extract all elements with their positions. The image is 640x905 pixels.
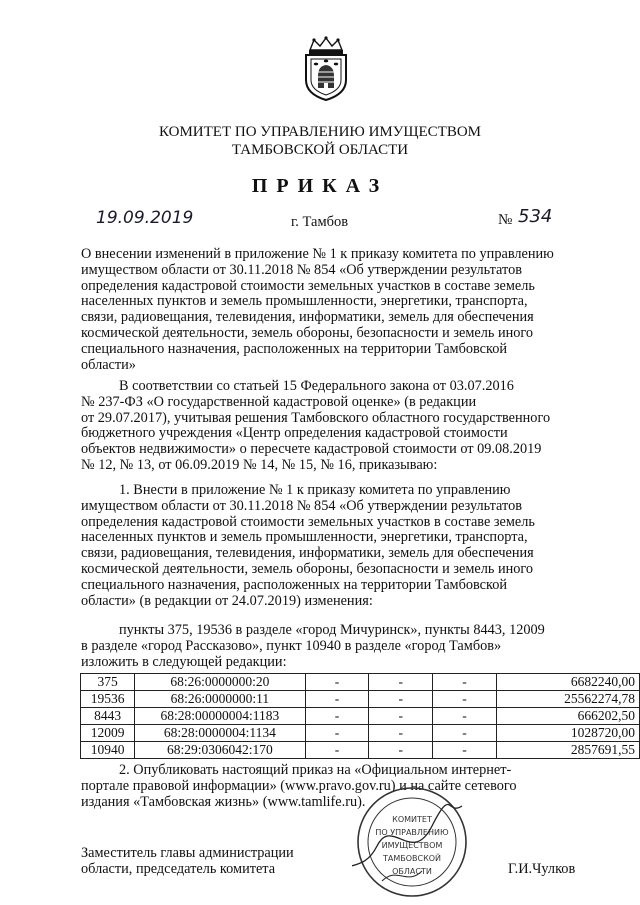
item-2-paragraph [81, 763, 581, 810]
table-row [81, 742, 640, 759]
seal-text: ПО УПРАВЛЕНИЮ [375, 828, 449, 837]
table-cell: - [369, 708, 433, 725]
table-cell: 68:26:0000000:11 [135, 691, 305, 708]
item-2-line: издания «Тамбовская жизнь» (www.tamlife.ru). [81, 793, 366, 810]
signatory-position-line: Заместитель главы администрации [81, 845, 294, 861]
signatory-position [81, 845, 294, 877]
item-1-line: определения кадастровой стоимости земельных участков в составе земель [81, 513, 535, 530]
item-1-line: области» (в редакции от 24.07.2019) изменения: [81, 592, 373, 609]
organization-name-line1: КОМИТЕТ ПО УПРАВЛЕНИЮ ИМУЩЕСТВОМ [158, 124, 482, 140]
table-cell: - [369, 691, 433, 708]
subject-line: области» [81, 356, 136, 373]
preamble-line: бюджетного учреждения «Центр определения кадастровой стоимости [81, 425, 508, 442]
table-cell: 68:26:0000000:20 [135, 674, 305, 691]
seal-text: ТАМБОВСКОЙ [382, 854, 442, 863]
table-cell: - [305, 708, 369, 725]
table-cell: 2857691,55 [496, 742, 639, 759]
points-paragraph [81, 623, 581, 670]
official-seal-stamp [352, 786, 472, 898]
coat-of-arms-emblem [296, 36, 356, 102]
points-line: изложить в следующей редакции: [81, 653, 287, 670]
table-cell: 6682240,00 [496, 674, 639, 691]
signatory-name: Г.И.Чулков [508, 861, 576, 877]
subject-line: специального назначения, расположенных на территории Тамбовской [81, 340, 508, 357]
cadastral-value-table [80, 673, 640, 759]
subject-line: связи, радиовещания, телевидения, информатики, земель для обеспечения [81, 309, 534, 326]
seal-text: ИМУЩЕСТВОМ [381, 841, 443, 850]
points-line: пункты 375, 19536 в разделе «город Мичуринск», пункты 8443, 12009 [119, 622, 545, 638]
order-city: г. Тамбов [291, 214, 349, 230]
table-cell: - [369, 674, 433, 691]
table-cell: 19536 [81, 691, 135, 708]
seal-text: ОБЛАСТИ [392, 867, 432, 876]
table-cell: 666202,50 [496, 708, 639, 725]
preamble-paragraph [81, 379, 581, 474]
table-cell: 25562274,78 [496, 691, 639, 708]
points-line: в разделе «город Рассказово», пункт 10940 в разделе «город Тамбов» [81, 637, 502, 654]
item-1-line: космической деятельности, земель обороны, безопасности и земель иного [81, 560, 534, 577]
table-cell: - [305, 674, 369, 691]
order-number: 534 [518, 206, 553, 227]
table-cell: - [433, 725, 497, 742]
item-1-line: населенных пунктов и земель промышленности, энергетики, транспорта, [81, 529, 528, 546]
order-number-label: № [498, 212, 513, 228]
table-cell: - [433, 691, 497, 708]
table-cell: 68:28:00000004:1183 [135, 708, 305, 725]
subject-line: космической деятельности, земель обороны, безопасности и земель иного [81, 324, 534, 341]
subject-line: определения кадастровой стоимости земельных участков в составе земель [81, 277, 535, 294]
table-cell: - [305, 725, 369, 742]
subject-line: населенных пунктов и земель промышленности, энергетики, транспорта, [81, 293, 528, 310]
organization-name-line2: ТАМБОВСКОЙ ОБЛАСТИ [231, 142, 409, 158]
table-cell: 12009 [81, 725, 135, 742]
document-title: ПРИКАЗ [251, 175, 389, 197]
item-2-line: 2. Опубликовать настоящий приказ на «Официальном интернет- [119, 762, 512, 778]
preamble-line: № 237-ФЗ «О государственной кадастровой оценке» (в редакции [81, 393, 477, 410]
table-row [81, 691, 640, 708]
table-row [81, 725, 640, 742]
table-row [81, 674, 640, 691]
table-cell: - [433, 674, 497, 691]
table-row [81, 708, 640, 725]
table-cell: 8443 [81, 708, 135, 725]
signatory-position-line: области, председатель комитета [81, 861, 276, 877]
order-date: 19.09.2019 [96, 208, 194, 228]
item-1-line: специального назначения, расположенных на территории Тамбовской [81, 576, 508, 593]
preamble-line: № 12, № 13, от 06.09.2019 № 14, № 15, № 16, приказываю: [81, 456, 438, 473]
seal-text: КОМИТЕТ [392, 815, 432, 824]
preamble-line: объектов недвижимости» о пересчете кадастровой стоимости от 09.08.2019 [81, 441, 542, 458]
table-cell: - [305, 691, 369, 708]
order-subject [81, 247, 581, 373]
table-cell: - [433, 742, 497, 759]
table-cell: - [433, 708, 497, 725]
preamble-line: от 29.07.2017), учитывая решения Тамбовского областного государственного [81, 409, 551, 426]
subject-line: имуществом области от 30.11.2018 № 854 «Об утверждении результатов [81, 261, 522, 278]
item-1-paragraph [81, 483, 581, 609]
table-cell: 10940 [81, 742, 135, 759]
table-cell: 68:28:0000004:1134 [135, 725, 305, 742]
subject-line: О внесении изменений в приложение № 1 к приказу комитета по управлению [81, 246, 554, 262]
table-cell: - [369, 725, 433, 742]
item-1-line: 1. Внести в приложение № 1 к приказу комитета по управлению [119, 482, 511, 498]
table-cell: 1028720,00 [496, 725, 639, 742]
table-cell: - [369, 742, 433, 759]
item-1-line: связи, радиовещания, телевидения, информатики, земель для обеспечения [81, 545, 534, 562]
table-cell: - [305, 742, 369, 759]
item-1-line: имуществом области от 30.11.2018 № 854 «Об утверждении результатов [81, 497, 522, 514]
table-cell: 375 [81, 674, 135, 691]
item-2-line: портале правовой информации» (www.pravo.gov.ru) и на сайте сетевого [81, 777, 517, 794]
table-cell: 68:29:0306042:170 [135, 742, 305, 759]
preamble-line: В соответствии со статьей 15 Федерального закона от 03.07.2016 [119, 378, 514, 394]
